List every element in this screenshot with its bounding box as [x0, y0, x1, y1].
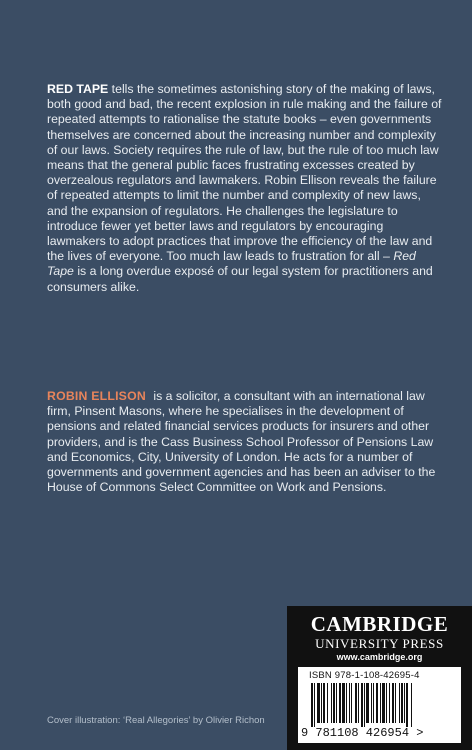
barcode-bar	[361, 683, 363, 727]
author-bio	[47, 389, 443, 495]
barcode-bar	[323, 683, 325, 723]
book-title-italic: Red Tape	[47, 249, 416, 279]
barcode-bar	[371, 683, 372, 723]
barcode-icon	[309, 683, 457, 727]
barcode-bar	[355, 683, 357, 723]
barcode-bar	[382, 683, 385, 723]
barcode-bar	[399, 683, 400, 723]
barcode-bar	[395, 683, 396, 723]
barcode-bar	[386, 683, 387, 723]
barcode-bar	[346, 683, 347, 723]
publisher-name: CAMBRIDGE	[310, 612, 449, 636]
publisher-subtitle: UNIVERSITY PRESS	[315, 636, 444, 651]
barcode-bar	[327, 683, 328, 723]
barcode-bar	[401, 683, 403, 723]
barcode-bar	[366, 683, 369, 723]
barcode-bar	[342, 683, 345, 723]
barcode-bar	[336, 683, 337, 723]
barcode-bar	[333, 683, 335, 723]
barcode-bar	[317, 683, 320, 723]
barcode-bar	[321, 683, 322, 723]
barcode-bar	[380, 683, 381, 723]
author-bio-text: is a solicitor, a consultant with an international law firm, Pinsent Masons, where he specialises in the development of pensions and related financial services products for insurers and other providers, and is the Cass Business School Professor of Pensions Law and Economics, City, University of London. He acts for a number of governments and government agencies and has been an adviser to the House of Commons Select Committee on Work and Pensions.	[47, 389, 436, 495]
barcode-bar	[331, 683, 332, 723]
barcode-bar	[404, 683, 405, 723]
cover-illustration-credit: Cover illustration: ‘Real Allegories’ by Olivier Richon	[47, 715, 265, 726]
description-text-2: is a long overdue exposé of our legal system for practitioners and consumers alike.	[47, 264, 433, 294]
author-name: ROBIN ELLISON	[47, 389, 146, 403]
barcode-bar	[351, 683, 352, 723]
barcode-bar	[411, 683, 412, 727]
barcode-bar	[349, 683, 350, 723]
description-text-1: tells the sometimes astonishing story of the making of laws, both good and bad, the recent explosion in rule making and the failure of repeated attempts to rationalise the statute books – even governments themselves are concerned about the increasing number and complexity of our laws. Society requires the rule of law, but the rule of too much law means that the general public faces frustrating excesses created by overzealous regulators and lawmakers. Robin Ellison reveals the failure of repeated attempts to limit the number and complexity of new laws, and the expansion of regulators. He challenges the legislature to introduce fewer yet better laws and regulators by encouraging lawmakers to adopt practices that improve the efficiency of the law and the lives of everyone. Too much law leads to frustration for all –	[47, 82, 442, 264]
barcode-bar	[314, 683, 315, 727]
publisher-box	[287, 606, 472, 750]
barcode-bar	[392, 683, 394, 723]
barcode-bar	[376, 683, 378, 723]
barcode-digits: 9 781108 426954 >	[301, 726, 424, 740]
book-description	[47, 82, 443, 295]
barcode-bar	[373, 683, 374, 723]
barcode-bar	[311, 683, 313, 727]
barcode-bar	[389, 683, 390, 723]
barcode-bar	[406, 683, 408, 727]
isbn-label: ISBN 978-1-108-42695-4	[309, 670, 420, 681]
publisher-url: www.cambridge.org	[336, 652, 423, 662]
barcode-panel	[298, 667, 461, 743]
barcode-bar	[339, 683, 341, 723]
barcode-bar	[364, 683, 365, 727]
barcode-bar	[358, 683, 359, 723]
book-title-lead: RED TAPE	[47, 82, 109, 96]
